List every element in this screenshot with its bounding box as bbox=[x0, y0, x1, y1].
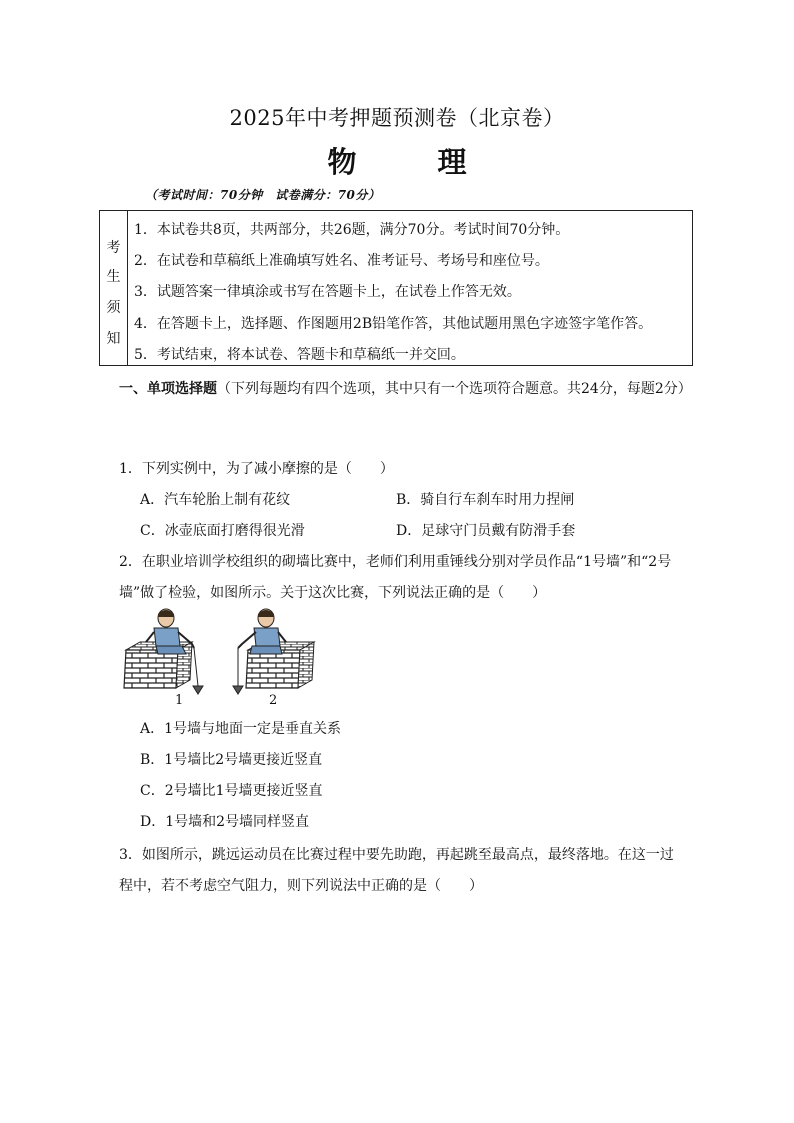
plumb-line-1 bbox=[194, 648, 198, 686]
question-3-stem-line1: 3．如图所示，跳远运动员在比赛过程中要先助跑，再起跳至最高点，最终落地。在这一过 bbox=[119, 847, 674, 863]
subject-title: 物 理 bbox=[327, 145, 493, 179]
question-2-option-c: C．2号墙比1号墙更接近竖直 bbox=[140, 783, 323, 799]
plumb-line-walls-figure bbox=[120, 608, 330, 710]
notice-item: 4．在答题卡上，选择题、作图题用2B铅笔作答，其他试题用黑色字迹签字笔作答。 bbox=[134, 316, 653, 332]
question-1-option-c: C．冰壶底面打磨得很光滑 bbox=[140, 523, 305, 539]
notice-item: 3．试题答案一律填涂或书写在答题卡上，在试卷上作答无效。 bbox=[134, 284, 521, 300]
question-2-option-b: B．1号墙比2号墙更接近竖直 bbox=[140, 752, 323, 768]
section-heading bbox=[119, 374, 699, 404]
notice-item: 1．本试卷共8页，共两部分，共26题，满分70分。考试时间70分钟。 bbox=[134, 222, 570, 238]
notice-item: 5．考试结束，将本试卷、答题卡和草稿纸一并交回。 bbox=[134, 347, 465, 363]
question-1-option-a: A．汽车轮胎上制有花纹 bbox=[140, 492, 291, 508]
plumb-bob-1 bbox=[193, 686, 203, 694]
section-title: 一、单项选择题 bbox=[119, 381, 217, 397]
notice-label-char: 须 bbox=[106, 300, 121, 316]
exam-title: 2025年中考押题预测卷（北京卷） bbox=[229, 106, 565, 130]
notice-label-char: 考 bbox=[106, 240, 121, 256]
question-2-option-d: D．1号墙和2号墙同样竖直 bbox=[140, 814, 310, 830]
notice-item: 2．在试卷和草稿纸上准确填写姓名、准考证号、考场号和座位号。 bbox=[134, 253, 549, 269]
section-description: （下列每题均有四个选项，其中只有一个选项符合题意。共24分，每题2分） bbox=[217, 381, 692, 397]
figure-label-1: 1 bbox=[175, 693, 184, 708]
question-1-option-b: B．骑自行车刹车时用力捏闸 bbox=[396, 492, 575, 508]
question-1-stem: 1．下列实例中，为了减小摩擦的是（ ） bbox=[119, 461, 394, 477]
question-3-stem-line2: 程中，若不考虑空气阻力，则下列说法中正确的是（ ） bbox=[119, 878, 483, 894]
exam-info: （考试时间：70分钟 试卷满分：70分） bbox=[145, 188, 381, 202]
question-2-stem-line1: 2．在职业培训学校组织的砌墙比赛中，老师们利用重锤线分别对学员作品“1号墙”和“2号 bbox=[119, 554, 672, 570]
question-2-stem-line2: 墙”做了检验，如图所示。关于这次比赛，下列说法正确的是（ ） bbox=[119, 585, 547, 601]
question-2-option-a: A．1号墙与地面一定是垂直关系 bbox=[140, 721, 342, 737]
plumb-bob-2 bbox=[233, 686, 243, 694]
notice-label-char: 知 bbox=[106, 331, 121, 347]
candidate-notice-box bbox=[99, 210, 693, 366]
notice-label-char: 生 bbox=[106, 269, 121, 285]
question-1-option-d: D．足球守门员戴有防滑手套 bbox=[396, 523, 576, 539]
figure-label-2: 2 bbox=[269, 693, 278, 708]
notice-label-column bbox=[100, 211, 128, 365]
worker-2 bbox=[238, 609, 286, 654]
